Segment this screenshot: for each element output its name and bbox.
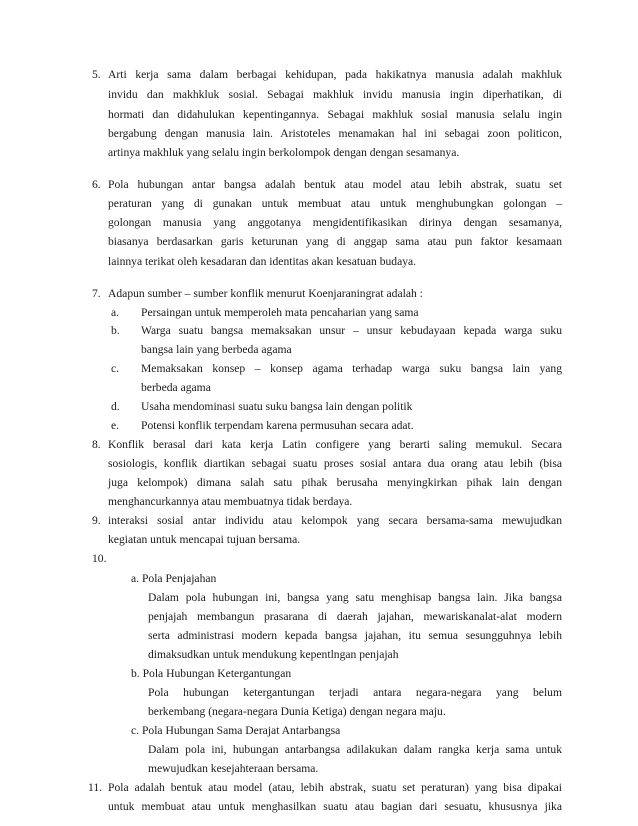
item-text-line: Pola hubungan antar bangsa adalah bentuk atau model atau lebih abstrak, suatu set bbox=[108, 178, 562, 191]
item-intro: Adapun sumber – sumber konflik menurut Koenjaraningrat adalah : bbox=[108, 287, 423, 300]
sub-item-text: berbeda agama bbox=[141, 381, 211, 394]
sub-item-text: penjajah membangun prasarana di daerah jajahan, mewariskanalat-alat modern bbox=[148, 610, 562, 623]
item-text-line: invidu dan makhkluk sosial. Sebagai makhluk invidu manusia ingin diperhatikan, di bbox=[108, 88, 562, 101]
item-text-line: untuk membuat atau untuk menghasilkan suatu atau bagian dari sesuatu, khususnya jika bbox=[108, 800, 562, 813]
sub-heading: a. Pola Penjajahan bbox=[131, 572, 217, 585]
sub-item-text: mewujudkan kesejahteraan bersama. bbox=[148, 762, 319, 775]
item-number: 6. bbox=[92, 178, 101, 191]
item-text-line: Konflik berasal dari kata kerja Latin configere yang berarti saling memukul. Secara bbox=[108, 438, 562, 451]
sub-item-text: Warga suatu bangsa memaksakan unsur – unsur kebudayaan kepada warga suku bbox=[141, 324, 562, 337]
item-text-line: sosiologis, konflik diartikan sebagai suatu proses sosial antara dua orang atau lebih (bisa bbox=[108, 457, 562, 470]
item-text-line: peraturan yang di gunakan untuk membuat atau untuk menghubungkan golongan – bbox=[108, 197, 562, 210]
item-number: 5. bbox=[92, 68, 101, 81]
item-number: 9. bbox=[92, 514, 101, 527]
sub-item-letter: b. bbox=[111, 324, 120, 337]
sub-item-text: Persaingan untuk memperoleh mata pencaharian yang sama bbox=[141, 306, 419, 319]
item-text-line: artinya makhluk yang selalu ingin berkolompok dengan dengan sesamanya. bbox=[108, 146, 460, 159]
sub-item-text: berkembang (negara-negara Dunia Ketiga) dengan negara maju. bbox=[148, 705, 446, 718]
item-number: 8. bbox=[92, 438, 101, 451]
sub-item-text: Dalam pola hubungan ini, bangsa yang satu menghisap bangsa lain. Jika bangsa bbox=[148, 591, 562, 604]
sub-item-letter: a. bbox=[111, 306, 120, 319]
item-text-line: Pola adalah bentuk atau model (atau, lebih abstrak, suatu set peraturan) yang bisa dipakai bbox=[108, 781, 562, 794]
sub-item-letter: d. bbox=[111, 400, 120, 413]
item-text-line: golongan manusia yang anggotanya mengidentifikasikan dirinya dengan sesamanya, bbox=[108, 216, 562, 229]
item-text-line: interaksi sosial antar individu atau kelompok yang secara bersama-sama mewujudkan bbox=[108, 514, 562, 527]
sub-item-text: bangsa lain yang berbeda agama bbox=[141, 343, 292, 356]
item-number: 11. bbox=[88, 781, 103, 794]
item-text-line: biasanya berdasarkan garis keturunan yang di anggap sama atau pun faktor kesamaan bbox=[108, 235, 562, 248]
item-text-line: Arti kerja sama dalam berbagai kehidupan, pada hakikatnya manusia adalah makhluk bbox=[108, 68, 562, 81]
sub-item-text: Pola hubungan ketergantungan terjadi antara negara-negara yang belum bbox=[148, 686, 562, 699]
sub-item-letter: e. bbox=[111, 419, 120, 432]
item-text-line: lainnya terikat oleh kesadaran dan identitas akan kesatuan budaya. bbox=[108, 255, 417, 268]
sub-heading: c. Pola Hubungan Sama Derajat Antarbangsa bbox=[131, 724, 341, 737]
item-text-line: menghancurkannya atau membuatnya tidak berdaya. bbox=[108, 495, 353, 508]
sub-heading: b. Pola Hubungan Ketergantungan bbox=[131, 667, 292, 680]
item-text-line: kegiatan untuk mencapai tujuan bersama. bbox=[108, 533, 301, 546]
item-text-line: juga kelompok) dimana salah satu pihak berusaha menyingkirkan pihak lain dengan bbox=[108, 476, 562, 489]
sub-item-letter: c. bbox=[111, 362, 120, 375]
item-number: 10. bbox=[92, 552, 107, 565]
item-text-line: bergabung dengan manusia lain. Aristoteles menamakan hal ini sebagai zoon politicon, bbox=[108, 127, 562, 140]
item-text-line: hormati dan didahulukan kepentingannya. Sebagai makhluk sosial manusia selalu ingin bbox=[108, 108, 562, 121]
sub-item-text: serta administrasi modern kepada bangsa jajahan, itu semua sesungguhnya lebih bbox=[148, 629, 562, 642]
sub-item-text: Potensi konflik terpendam karena permusuhan secara adat. bbox=[141, 419, 414, 432]
item-number: 7. bbox=[92, 287, 101, 300]
sub-item-text: dimaksudkan untuk mendukung kepentlngan penjajah bbox=[148, 648, 399, 661]
sub-item-text: Memaksakan konsep – konsep agama terhadap warga suku bangsa lain yang bbox=[141, 362, 562, 375]
sub-item-text: Usaha mendominasi suatu suku bangsa lain dengan politik bbox=[141, 400, 413, 413]
sub-item-text: Dalam pola ini, hubungan antarbangsa adilakukan dalam rangka kerja sama untuk bbox=[148, 743, 562, 756]
